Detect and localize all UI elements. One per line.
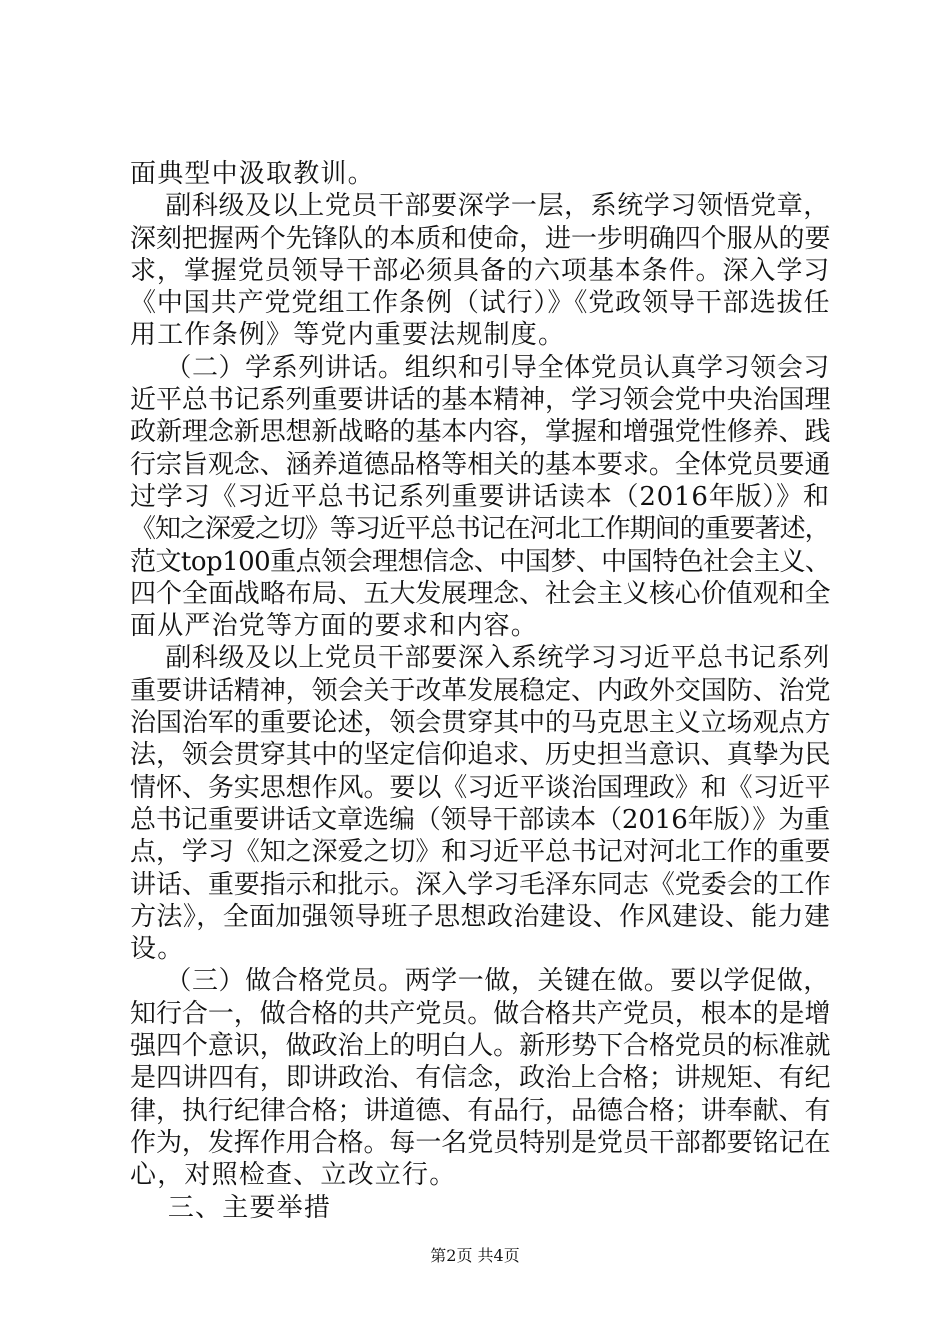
text-line: 面典型中汲取教训。 xyxy=(130,159,375,189)
text-line: 讲话、重要指示和批示。深入学习毛泽东同志《党委会的工作 xyxy=(130,869,831,900)
document-body xyxy=(130,158,830,1224)
text-line: 《知之深爱之切》等习近平总书记在河北工作期间的重要著述， xyxy=(130,514,830,545)
text-line: 方法》，全面加强领导班子思想政治建设、作风建设、能力建 xyxy=(130,901,831,932)
text-line: 点，学习《知之深爱之切》和习近平总书记对河北工作的重要 xyxy=(130,837,831,868)
text-line: 心，对照检查、立改立行。 xyxy=(130,1160,457,1191)
text-line: （三）做合格党员。两学一做，关键在做。要以学促做， xyxy=(130,966,830,997)
text-line: 情怀、务实思想作风。要以《习近平谈治国理政》和《习近平 xyxy=(130,772,831,803)
text-line: 设。 xyxy=(130,934,185,965)
text-line: 用工作条例》等党内重要法规制度。 xyxy=(130,320,566,351)
text-line: 治国治军的重要论述，领会贯穿其中的马克思主义立场观点方 xyxy=(130,708,831,739)
text-line: 是四讲四有，即讲政治、有信念，政治上合格；讲规矩、有纪 xyxy=(130,1063,831,1094)
text-line: 《中国共产党党组工作条例（试行）》《党政领导干部选拔任 xyxy=(130,288,831,319)
page-footer: 第2页 共4页 xyxy=(430,1246,520,1265)
text-line: 面从严治党等方面的要求和内容。 xyxy=(130,611,539,642)
text-line: 律，执行纪律合格；讲道德、有品行，品德合格；讲奉献、有 xyxy=(130,1095,831,1126)
text-line: 过学习《习近平总书记系列重要讲话读本（2016年版）》和 xyxy=(130,481,830,512)
text-line: 副科级及以上党员干部要深入系统学习习近平总书记系列 xyxy=(130,643,830,674)
text-line: 行宗旨观念、涵养道德品格等相关的基本要求。全体党员要通 xyxy=(130,449,831,480)
text-line: 深刻把握两个先锋队的本质和使命，进一步明确四个服从的要 xyxy=(130,223,831,254)
text-line: 副科级及以上党员干部要深学一层，系统学习领悟党章， xyxy=(130,191,830,222)
text-line: 近平总书记系列重要讲话的基本精神，学习领会党中央治国理 xyxy=(130,385,831,416)
text-line: 作为，发挥作用合格。每一名党员特别是党员干部都要铭记在 xyxy=(130,1127,831,1158)
text-line: 四个全面战略布局、五大发展理念、社会主义核心价值观和全 xyxy=(130,578,831,609)
text-line: 政新理念新思想新战略的基本内容，掌握和增强党性修养、践 xyxy=(130,417,831,448)
text-line: 法，领会贯穿其中的坚定信仰追求、历史担当意识、真挚为民 xyxy=(130,740,831,771)
text-line: 三、主要举措 xyxy=(130,1192,332,1223)
text-line: 总书记重要讲话文章选编（领导干部读本（2016年版）》为重 xyxy=(130,804,830,835)
text-line: 知行合一，做合格的共产党员。做合格共产党员，根本的是增 xyxy=(130,998,831,1029)
text-line: （二）学系列讲话。组织和引导全体党员认真学习领会习 xyxy=(130,352,830,383)
text-line: 求，掌握党员领导干部必须具备的六项基本条件。深入学习 xyxy=(130,255,831,286)
text-line: 重要讲话精神，领会关于改革发展稳定、内政外交国防、治党 xyxy=(130,675,831,706)
text-line: 范文top100重点领会理想信念、中国梦、中国特色社会主义、 xyxy=(130,546,831,577)
text-line: 强四个意识，做政治上的明白人。新形势下合格党员的标准就 xyxy=(130,1031,831,1062)
